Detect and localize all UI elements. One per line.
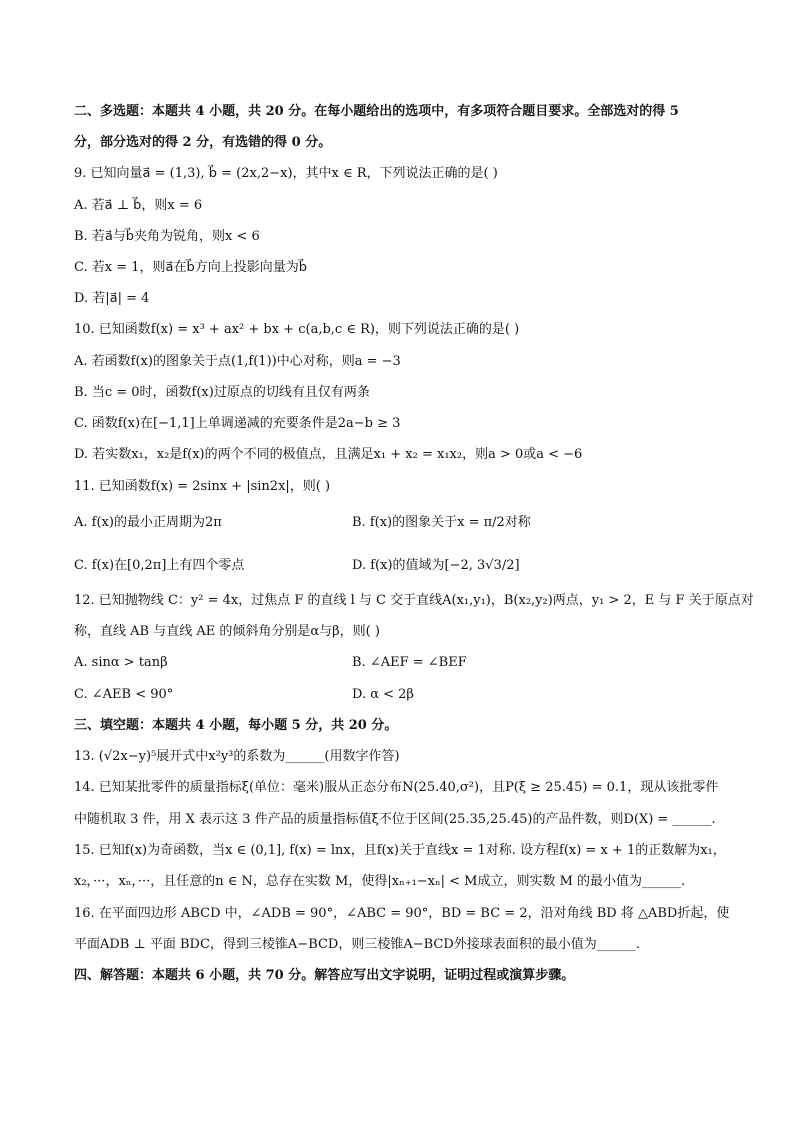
question-9-option-a: A. 若a⃗ ⊥ b⃗，则x = 6 <box>74 198 203 213</box>
question-12-option-d: D. α < 2β <box>352 687 414 702</box>
question-12-option-b: B. ∠AEF = ∠BEF <box>352 655 467 670</box>
question-11-stem: 11. 已知函数f(x) = 2sinx + |sin2x|，则( ) <box>74 479 331 494</box>
question-9-option-d: D. 若|a⃗| = 4 <box>74 291 150 306</box>
question-12-stem-cont: 称，直线 AB 与直线 AE 的倾斜角分别是α与β，则( ) <box>74 624 380 639</box>
question-16: 16. 在平面四边形 ABCD 中，∠ADB = 90°，∠ABC = 90°，BD = BC = 2，沿对角线 BD 将 △ABD折起，使 <box>74 906 730 921</box>
question-11-option-a: A. f(x)的最小正周期为2π <box>74 515 222 530</box>
question-10-stem: 10. 已知函数f(x) = x³ + ax² + bx + c(a,b,c ∈ R)，则下列说法正确的是( ) <box>74 322 520 337</box>
question-11-option-d: D. f(x)的值域为[−2, 3√3/2] <box>352 558 520 573</box>
question-9-option-b: B. 若a⃗与b⃗夹角为锐角，则x < 6 <box>74 229 260 244</box>
question-12-option-a: A. sinα > tanβ <box>74 655 168 670</box>
section-2-header: 二、多选题：本题共 4 小题，共 20 分。在每小题给出的选项中，有多项符合题目要求。全部选对的得 5 <box>74 104 679 119</box>
section-4-header: 四、解答题：本题共 6 小题，共 70 分。解答应写出文字说明，证明过程或演算步骤。 <box>74 968 575 983</box>
question-11-option-b: B. f(x)的图象关于x = π/2对称 <box>352 515 531 530</box>
section-3-header: 三、填空题：本题共 4 小题，每小题 5 分，共 20 分。 <box>74 718 398 733</box>
question-14: 14. 已知某批零件的质量指标ξ(单位：毫米)服从正态分布N(25.40,σ²)，且P(ξ ≥ 25.45) = 0.1，现从该批零件 <box>74 780 719 795</box>
question-12-option-c: C. ∠AEB < 90° <box>74 687 174 702</box>
question-12-stem: 12. 已知抛物线 C：y² = 4x，过焦点 F 的直线 l 与 C 交于直线A(x₁,y₁)，B(x₂,y₂)两点，y₁ > 2，E 与 F 关于原点对 <box>74 593 754 608</box>
question-10-option-b: B. 当c = 0时，函数f(x)过原点的切线有且仅有两条 <box>74 385 370 400</box>
question-9-option-c: C. 若x = 1，则a⃗在b⃗方向上投影向量为b⃗ <box>74 260 307 275</box>
question-10-option-a: A. 若函数f(x)的图象关于点(1,f(1))中心对称，则a = −3 <box>74 354 401 369</box>
question-16-cont: 平面ADB ⊥ 平面 BDC，得到三棱锥A−BCD，则三棱锥A−BCD外接球表面积的最小值为______. <box>74 937 640 952</box>
question-15-cont: x₂，···，xₙ，···，且任意的n ∈ N，总存在实数 M，使得|xₙ₊₁−xₙ| < M成立，则实数 M 的最小值为______. <box>74 874 686 889</box>
section-2-header-cont: 分，部分选对的得 2 分，有选错的得 0 分。 <box>74 135 332 150</box>
question-14-cont: 中随机取 3 件，用 X 表示这 3 件产品的质量指标值ξ不位于区间(25.35,25.45)的产品件数，则D(X) = ______. <box>74 812 716 827</box>
question-11-option-c: C. f(x)在[0,2π]上有四个零点 <box>74 558 245 573</box>
question-15: 15. 已知f(x)为奇函数，当x ∈ (0,1], f(x) = lnx，且f(x)关于直线x = 1对称. 设方程f(x) = x + 1的正数解为x₁， <box>74 843 726 858</box>
question-13: 13. (√2x−y)⁵展开式中x²y³的系数为______(用数字作答) <box>74 749 400 764</box>
question-10-option-d: D. 若实数x₁，x₂是f(x)的两个不同的极值点，且满足x₁ + x₂ = x₁x₂，则a > 0或a < −6 <box>74 447 583 462</box>
question-9-stem: 9. 已知向量a⃗ = (1,3), b⃗ = (2x,2−x)，其中x ∈ R，下列说法正确的是( ) <box>74 166 498 181</box>
question-10-option-c: C. 函数f(x)在[−1,1]上单调递减的充要条件是2a−b ≥ 3 <box>74 416 401 431</box>
